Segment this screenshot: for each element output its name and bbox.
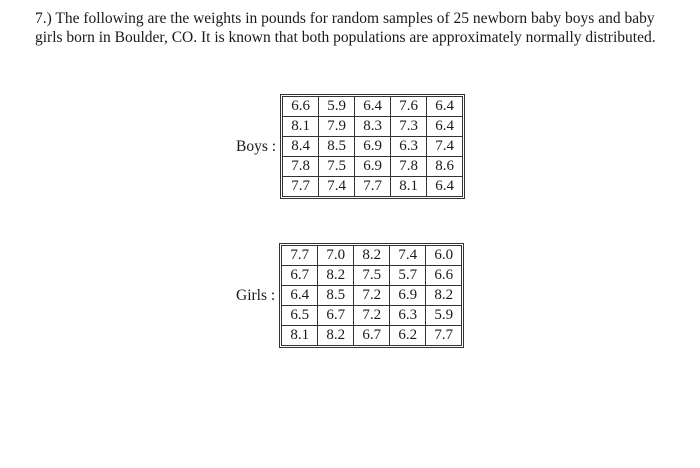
boys-weight-cell: 7.8 [283,157,319,177]
boys-weight-cell: 7.3 [391,117,427,137]
boys-weight-cell: 7.9 [319,117,355,137]
boys-weight-cell: 6.4 [355,97,391,117]
boys-weight-cell: 7.4 [319,177,355,197]
girls-weight-cell: 7.7 [426,326,462,346]
girls-weight-cell: 7.5 [354,266,390,286]
girls-weight-cell: 6.3 [390,306,426,326]
girls-weight-cell: 8.1 [282,326,318,346]
girls-weight-cell: 5.7 [390,266,426,286]
boys-weight-cell: 7.7 [355,177,391,197]
boys-weight-cell: 7.4 [427,137,463,157]
boys-weight-cell: 5.9 [319,97,355,117]
boys-weight-cell: 8.1 [283,117,319,137]
boys-weight-cell: 8.1 [391,177,427,197]
boys-weight-cell: 8.4 [283,137,319,157]
girls-weight-cell: 6.6 [426,266,462,286]
girls-weight-cell: 8.2 [318,266,354,286]
girls-weight-cell: 6.7 [282,266,318,286]
boys-weight-cell: 6.4 [427,97,463,117]
girls-weight-cell: 6.7 [318,306,354,326]
boys-weights-table [282,96,463,197]
girls-weight-cell: 5.9 [426,306,462,326]
boys-weight-cell: 7.5 [319,157,355,177]
girls-weight-cell: 8.2 [354,246,390,266]
boys-weight-cell: 6.9 [355,137,391,157]
girls-weight-cell: 6.2 [390,326,426,346]
boys-table-row [283,97,463,117]
girls-weight-cell: 6.0 [426,246,462,266]
boys-weight-cell: 6.3 [391,137,427,157]
boys-weight-cell: 8.3 [355,117,391,137]
girls-weight-cell: 6.9 [390,286,426,306]
boys-weight-cell: 6.9 [355,157,391,177]
boys-table-row [283,177,463,197]
girls-weight-cell: 8.2 [426,286,462,306]
girls-data-block [236,245,462,346]
boys-weight-cell: 8.5 [319,137,355,157]
girls-table-row [282,246,462,266]
girls-weight-cell: 7.4 [390,246,426,266]
girls-table-row [282,266,462,286]
problem-statement: 7.) The following are the weights in pounds for random samples of 25 newborn baby boys and baby girls born in Boulder, CO. It is known that both populations are approximately normally distributed. [35,10,656,46]
girls-weight-cell: 8.2 [318,326,354,346]
boys-table-row [283,157,463,177]
girls-table-row [282,286,462,306]
boys-weight-cell: 6.4 [427,177,463,197]
girls-weight-cell: 8.5 [318,286,354,306]
girls-weights-table [281,245,462,346]
girls-weight-cell: 6.4 [282,286,318,306]
girls-weight-cell: 6.7 [354,326,390,346]
girls-weight-cell: 7.7 [282,246,318,266]
boys-table-row [283,137,463,157]
boys-data-block [236,96,463,197]
girls-table-row [282,326,462,346]
boys-weight-cell: 7.6 [391,97,427,117]
boys-label: Boys : [236,137,277,155]
boys-weight-cell: 8.6 [427,157,463,177]
girls-table-row [282,306,462,326]
girls-weight-cell: 7.0 [318,246,354,266]
boys-table-row [283,117,463,137]
girls-label: Girls : [236,286,276,304]
girls-weight-cell: 7.2 [354,306,390,326]
girls-weight-cell: 6.5 [282,306,318,326]
boys-weight-cell: 6.4 [427,117,463,137]
boys-weight-cell: 7.7 [283,177,319,197]
boys-weight-cell: 7.8 [391,157,427,177]
boys-weight-cell: 6.6 [283,97,319,117]
girls-weight-cell: 7.2 [354,286,390,306]
